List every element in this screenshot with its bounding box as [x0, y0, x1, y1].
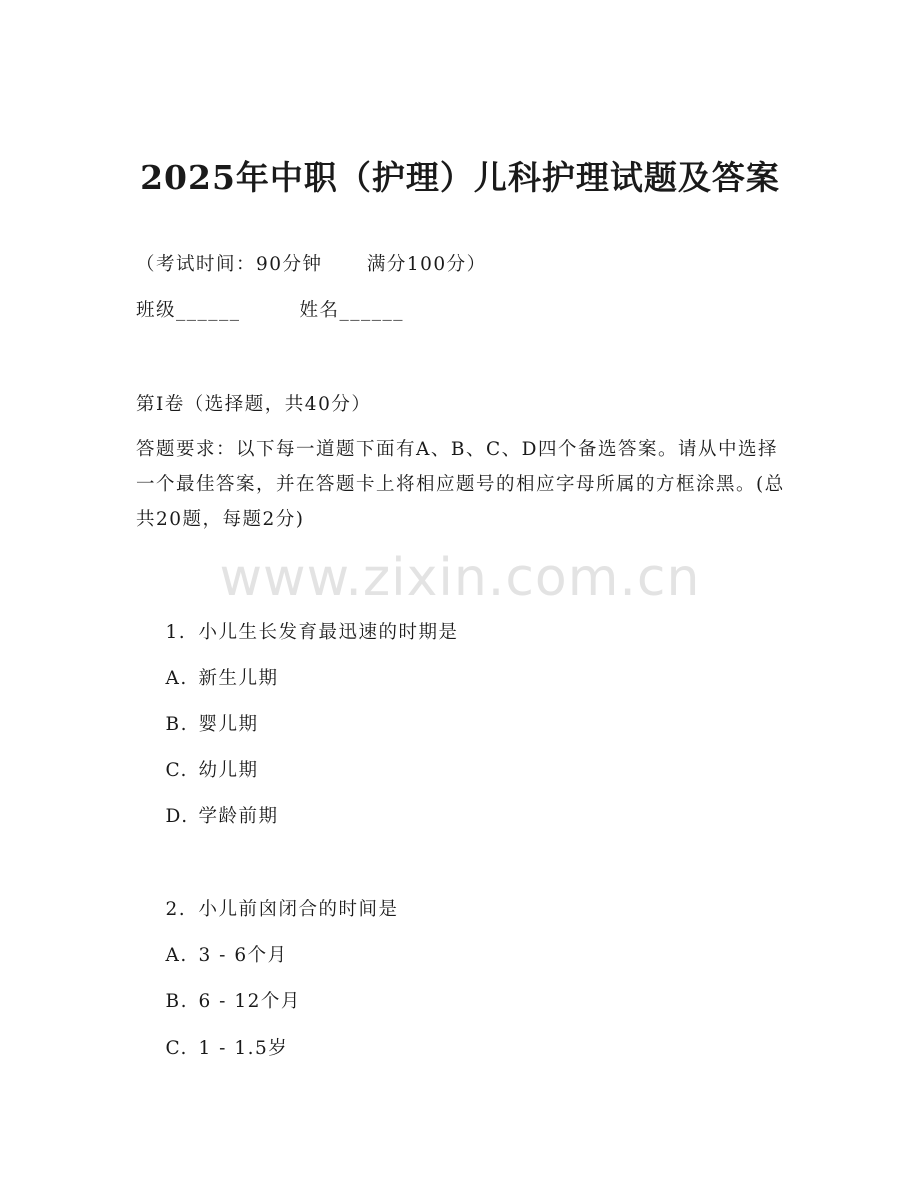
option-letter: C. — [165, 760, 188, 781]
option-text: 3 - 6个月 — [198, 945, 288, 966]
option-letter: B. — [165, 714, 189, 735]
class-name-line: 班级______ 姓名______ — [136, 300, 405, 321]
option-text: 学龄前期 — [198, 806, 279, 827]
option-letter: B. — [165, 991, 189, 1012]
question-text: 小儿前囟闭合的时间是 — [198, 899, 399, 920]
section-title: 第I卷（选择题，共40分） — [136, 394, 372, 415]
option-text: 1 - 1.5岁 — [198, 1038, 289, 1059]
option-letter: D. — [165, 806, 189, 827]
option-text: 幼儿期 — [198, 760, 259, 781]
option-text: 婴儿期 — [198, 714, 259, 735]
question-number: 2. — [165, 899, 187, 920]
exam-info: （考试时间：90分钟 满分100分） — [136, 254, 487, 275]
option-letter: A. — [165, 945, 188, 966]
option-1d — [136, 778, 279, 856]
question-number: 1. — [165, 622, 187, 643]
option-text: 新生儿期 — [198, 668, 279, 689]
watermark: www.zixin.com.cn — [219, 548, 701, 608]
option-2c — [136, 1010, 288, 1088]
question-text: 小儿生长发育最迅速的时期是 — [198, 622, 459, 643]
option-letter: A. — [165, 668, 188, 689]
option-text: 6 - 12个月 — [198, 991, 301, 1012]
option-letter: C. — [165, 1038, 188, 1059]
instructions: 答题要求：以下每一道题下面有A、B、C、D四个备选答案。请从中选择一个最佳答案，并在答题卡上将相应题号的相应字母所属的方框涂黑。(总共20题，每题2分) — [136, 439, 785, 530]
page-title: 2025年中职（护理）儿科护理试题及答案 — [140, 158, 780, 197]
